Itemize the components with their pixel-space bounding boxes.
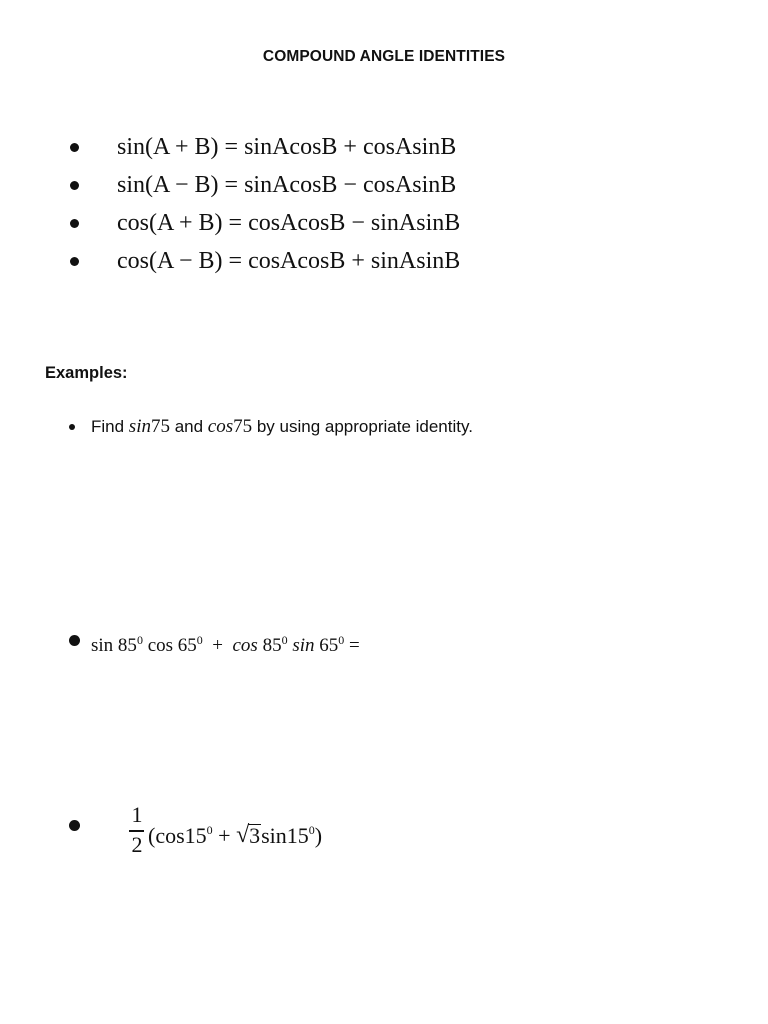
bullet-icon	[70, 257, 79, 266]
identity-item	[0, 168, 768, 206]
example-3-part: )	[314, 823, 323, 848]
identity-item	[0, 244, 768, 282]
identity-list	[0, 130, 768, 282]
bullet-icon	[70, 219, 79, 228]
example-1-num-1: 75	[150, 416, 170, 437]
example-2-term: 65	[314, 635, 339, 656]
example-3-part: sin15	[261, 823, 309, 848]
radicand: 3	[249, 823, 261, 848]
identity-item	[0, 130, 768, 168]
square-root	[236, 823, 261, 849]
example-3-part: (cos15	[148, 823, 207, 848]
identity-sin-difference: sin(A − B) = sinAcosB − cosAsinB	[117, 172, 457, 198]
example-2-term: sin	[292, 635, 315, 656]
identity-sin-sum: sin(A + B) = sinAcosB + cosAsinB	[117, 134, 457, 160]
example-2-term: cos	[232, 635, 258, 656]
example-2-degree: 0	[338, 633, 345, 647]
example-1-before: Find	[91, 417, 129, 436]
bullet-icon	[69, 424, 75, 430]
example-item-3	[0, 803, 768, 875]
example-3-plus: +	[212, 823, 237, 848]
page-title: COMPOUND ANGLE IDENTITIES	[262, 48, 506, 65]
identity-cos-difference: cos(A − B) = cosAcosB + sinAsinB	[117, 248, 461, 274]
radical-icon: √	[236, 822, 250, 848]
bullet-icon	[69, 820, 80, 831]
example-1-math-cos: cos	[207, 416, 234, 437]
fraction-numerator: 1	[131, 802, 143, 827]
example-3-body	[148, 817, 322, 849]
bullet-icon	[70, 143, 79, 152]
bullet-icon	[70, 181, 79, 190]
example-3-degree: 0	[308, 823, 315, 837]
example-2-term: sin 85	[91, 635, 137, 656]
example-2-expression	[91, 627, 360, 659]
example-2-plus: +	[202, 635, 233, 656]
example-item-2	[0, 627, 768, 655]
example-1-math-sin: sin	[128, 416, 151, 437]
identity-item	[0, 206, 768, 244]
identity-cos-sum: cos(A + B) = cosAcosB − sinAsinB	[117, 210, 461, 236]
example-2-degree: 0	[136, 633, 143, 647]
example-1-after: by using appropriate identity.	[252, 417, 473, 436]
example-3-degree: 0	[206, 823, 213, 837]
example-1-text	[91, 415, 473, 439]
fraction-denominator: 2	[131, 832, 143, 857]
example-2-term: 85	[257, 635, 282, 656]
example-2-term: cos 65	[142, 635, 197, 656]
example-item-1	[0, 415, 768, 441]
example-2-equals: =	[344, 635, 360, 656]
example-1-middle: and	[169, 417, 208, 436]
example-1-num-2: 75	[233, 416, 253, 437]
example-2-degree: 0	[281, 633, 288, 647]
examples-heading: Examples:	[45, 364, 128, 382]
example-2-degree: 0	[196, 633, 203, 647]
bullet-icon	[69, 635, 80, 646]
